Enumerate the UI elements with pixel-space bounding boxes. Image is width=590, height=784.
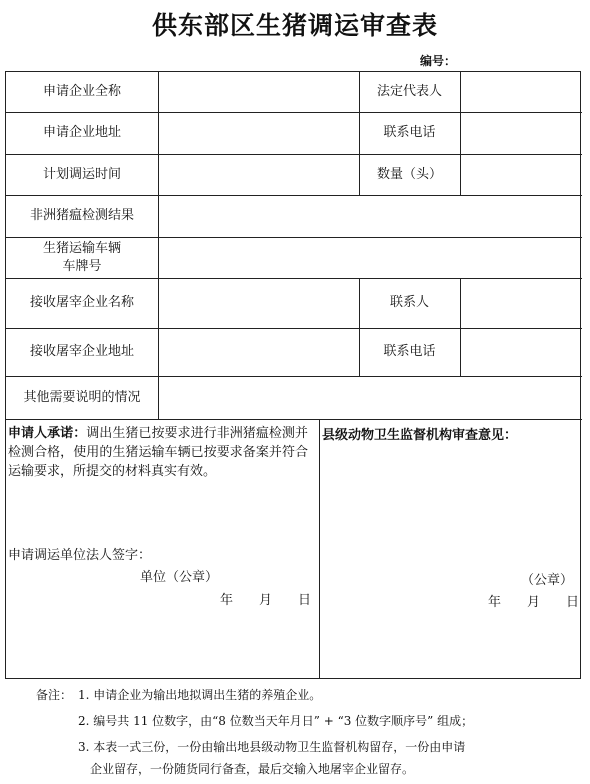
label-vehicle-plate	[6, 237, 158, 278]
label-asf-test-result: 非洲猪瘟检测结果	[29, 208, 134, 223]
label-quantity: 数量（头）	[376, 166, 442, 182]
serial-number-label: 编号：	[420, 54, 457, 68]
review-opinion-heading: 县级动物卫生监督机构审查意见：	[322, 428, 518, 443]
label-vehicle-line2: 车牌号	[62, 258, 102, 274]
applicant-pledge	[8, 424, 308, 481]
note-2: 2. 编号共 11 位数字，由“8 位数当天年月日” + “3 位数字顺序号” 组成；	[78, 714, 474, 728]
field-vehicle-plate[interactable]	[159, 238, 580, 277]
field-applicant-name[interactable]	[159, 73, 358, 111]
applicant-date: 年 月 日	[220, 593, 312, 608]
label-contact-phone-1: 联系电话	[383, 125, 436, 140]
reviewer-seal-label: （公章）	[521, 573, 574, 588]
label-applicant-name: 申请企业全称	[42, 84, 121, 99]
field-slaughter-company-address[interactable]	[159, 329, 358, 375]
form-title: 供东部区生猪调运审查表	[151, 11, 438, 40]
field-applicant-address[interactable]	[159, 113, 358, 153]
field-quantity[interactable]	[461, 155, 580, 194]
field-contact-person[interactable]	[461, 279, 580, 327]
label-vehicle-line1: 生猪运输车辆	[42, 240, 121, 256]
field-contact-phone-2[interactable]	[461, 329, 580, 375]
label-slaughter-company-address: 接收屠宰企业地址	[29, 344, 134, 359]
field-legal-representative[interactable]	[461, 73, 580, 111]
label-slaughter-company-name: 接收屠宰企业名称	[29, 295, 134, 310]
legal-rep-signature-label: 申请调运单位法人签字：	[8, 548, 152, 563]
label-contact-person: 联系人	[389, 295, 429, 310]
pledge-text: 调出生猪已按要求进行非洲猪瘟检测并检测合格，使用的生猪运输车辆已按要求备案并符合运输要求，所提交的材料真实有效。	[8, 426, 308, 479]
field-review-opinion[interactable]	[322, 444, 578, 564]
notes-prefix: 备注：	[36, 688, 73, 702]
label-contact-phone-2: 联系电话	[383, 344, 436, 359]
note-3a: 3. 本表一式三份，一份由输出地县级动物卫生监督机构留存，一份由申请	[78, 740, 466, 754]
field-asf-test-result[interactable]	[159, 196, 580, 236]
field-planned-time[interactable]	[159, 155, 358, 194]
pledge-heading: 申请人承诺：	[8, 426, 87, 441]
note-1: 1. 申请企业为输出地拟调出生猪的养殖企业。	[78, 688, 322, 702]
label-applicant-address: 申请企业地址	[42, 125, 121, 140]
label-planned-time: 计划调运时间	[42, 166, 121, 182]
label-other-notes: 其他需要说明的情况	[23, 389, 141, 405]
field-other-notes[interactable]	[159, 377, 580, 418]
field-contact-phone-1[interactable]	[461, 113, 580, 153]
unit-seal-label: 单位（公章）	[140, 570, 219, 585]
review-form-table	[5, 71, 581, 679]
label-legal-representative: 法定代表人	[376, 84, 442, 99]
field-slaughter-company-name[interactable]	[159, 279, 358, 327]
note-3b: 企业留存，一份随货同行备查，最后交输入地屠宰企业留存。	[90, 762, 415, 776]
reviewer-date: 年 月 日	[488, 595, 580, 610]
